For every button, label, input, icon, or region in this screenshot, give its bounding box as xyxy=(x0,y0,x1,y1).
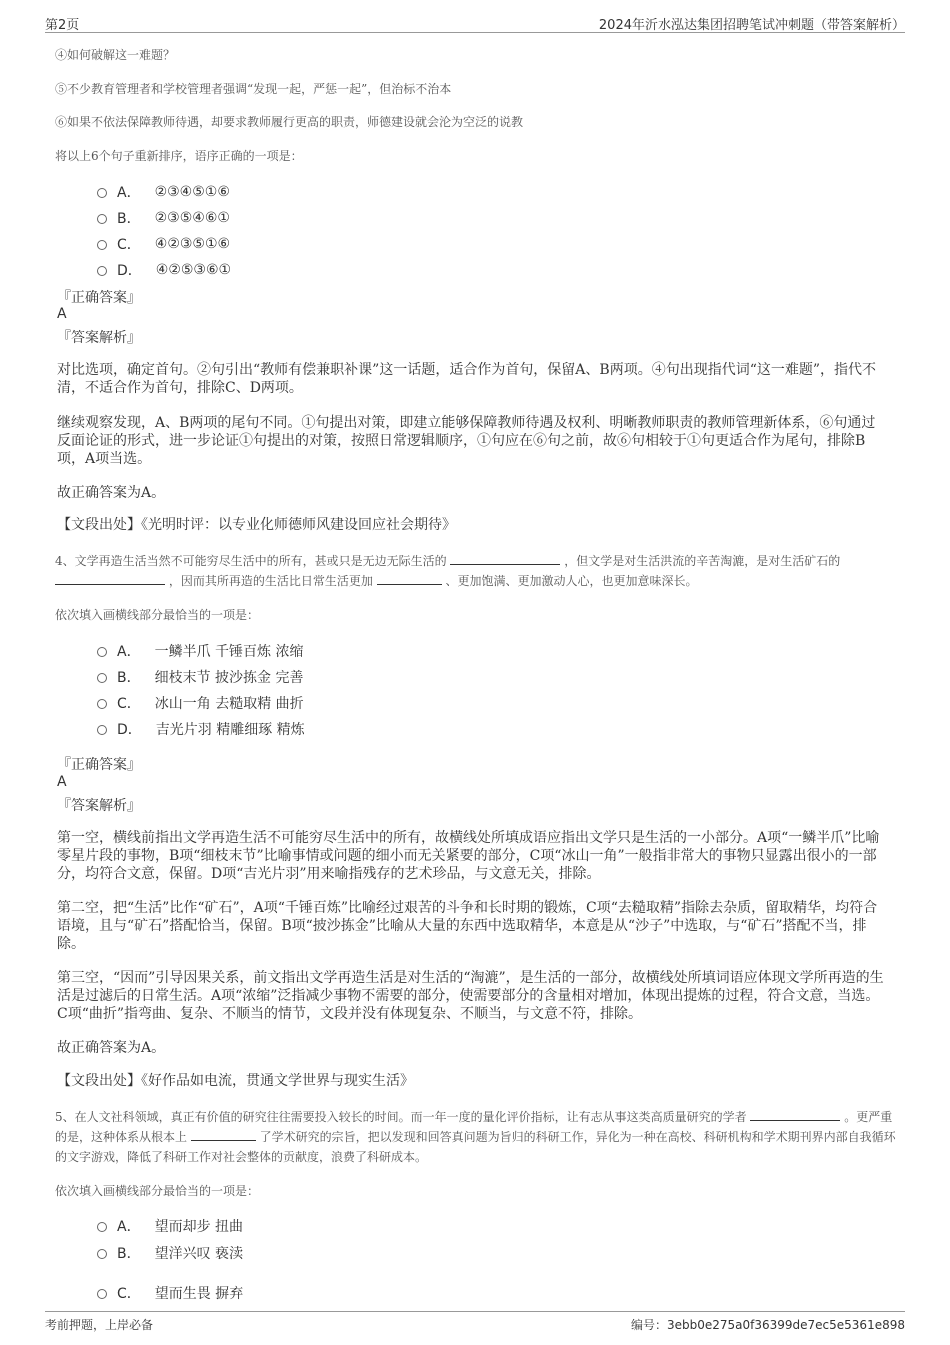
q4-option-d[interactable]: D． 吉光片羽 精雕细琢 精炼 xyxy=(97,719,305,739)
radio-icon[interactable] xyxy=(97,1222,107,1232)
q3-option-b[interactable]: B． ②③⑤④⑥① xyxy=(97,208,230,228)
q3-answer: A xyxy=(57,306,67,322)
q4-blank-1[interactable] xyxy=(450,552,560,565)
q4-option-b[interactable]: B． 细枝末节 披沙拣金 完善 xyxy=(97,667,304,687)
q4-option-c[interactable]: C． 冰山一角 去糙取精 曲折 xyxy=(97,693,304,713)
q3-source: 【文段出处】《光明时评：以专业化师德师风建设回应社会期待》 xyxy=(57,517,456,533)
q4-conclusion: 故正确答案为A。 xyxy=(57,1040,166,1056)
radio-icon[interactable] xyxy=(97,214,107,224)
q4-blank-2[interactable] xyxy=(55,572,165,585)
q5-option-a[interactable]: A． 望而却步 扭曲 xyxy=(97,1216,243,1236)
q3-analysis-1: 对比选项，确定首句。②句引出“教师有偿兼职补课”这一话题，适合作为首句，保留A、B两项。④句出现指代词“这一难题”，指代不清，不适合作为首句，排除C、D两项。 xyxy=(57,362,877,396)
q4-analysis-1: 第一空，横线前指出文学再造生活不可能穷尽生活中的所有，故横线处所填成语应指出文学只是生活的一小部分。A项“一鳞半爪”比喻零星片段的事物，B项“细枝末节”比喻事情或问题的细小而无关紧要的部分，C项“冰山一角”一般指非常大的事物只显露出很小的一部分，均符合文意，保留。D项“吉光片羽”用来喻指残存的艺术珍品，与文意无关，排除。 xyxy=(57,830,880,882)
q3-sentence-4: ④如何破解这一难题？ xyxy=(55,48,176,62)
q4-analysis-3: 第三空，“因而”引导因果关系，前文指出文学再造生活是对生活的“淘漉”，是生活的一部分，故横线处所填词语应体现文学所再造的生活是过滤后的日常生活。A项“浓缩”泛指减少事物不需要的部分，使需要部分的含量相对增加，体现出提炼的过程，符合文意，当选。C项“曲折”指弯曲、复杂、不顺当的情节，文段并没有体现复杂、不顺当，与文意不符，排除。 xyxy=(57,970,884,1022)
radio-icon[interactable] xyxy=(97,1249,107,1259)
radio-icon[interactable] xyxy=(97,699,107,709)
page-number: 第2页 xyxy=(45,18,80,33)
q3-answer-label: 『正确答案』 xyxy=(57,290,141,306)
q3-prompt: 将以上6个句子重新排序，语序正确的一项是： xyxy=(55,149,303,163)
q3-analysis-2: 继续观察发现，A、B两项的尾句不同。①句提出对策，即建立能够保障教师待遇及权利、明晰教师职责的教师管理新体系，⑥句通过反面论证的形式，进一步论证①句提出的对策，按照日常逻辑顺序，①句应在⑥句之前，故⑥句相较于①句更适合作为尾句，排除B项，A项当选。 xyxy=(57,415,876,467)
q3-option-a[interactable]: A． ②③④⑤①⑥ xyxy=(97,182,230,202)
q4-analysis-2: 第二空，把“生活”比作“矿石”，A项“千锤百炼”比喻经过艰苦的斗争和长时期的锻炼，C项“去糙取精”指除去杂质，留取精华，均符合语境，且与“矿石”搭配恰当，保留。B项“披沙拣金”比喻从大量的东西中选取精华，本意是从“沙子”中选取，与“矿石”搭配不当，排除。 xyxy=(57,900,878,952)
q3-sentence-6: ⑥如果不依法保障教师待遇，却要求教师履行更高的职责，师德建设就会沦为空泛的说教 xyxy=(55,115,524,129)
q4-option-a[interactable]: A． 一鳞半爪 千锤百炼 浓缩 xyxy=(97,641,303,661)
q4-answer-label: 『正确答案』 xyxy=(57,757,141,773)
radio-icon[interactable] xyxy=(97,188,107,198)
q5-blank-1[interactable] xyxy=(750,1108,840,1121)
radio-icon[interactable] xyxy=(97,647,107,657)
q3-option-d[interactable]: D． ④②⑤③⑥① xyxy=(97,260,231,280)
radio-icon[interactable] xyxy=(97,266,107,276)
footer-slogan: 考前押题，上岸必备 xyxy=(45,1318,154,1332)
q5-option-c[interactable]: C． 望而生畏 摒弃 xyxy=(97,1283,243,1303)
q5-blank-2[interactable] xyxy=(191,1128,256,1141)
q5-prompt: 依次填入画横线部分最恰当的一项是： xyxy=(55,1184,260,1198)
document-title: 2024年沂水泓达集团招聘笔试冲刺题（带答案解析） xyxy=(598,18,905,33)
footer-code: 编号：3ebb0e275a0f36399de7ec5e5361e898 xyxy=(630,1318,905,1332)
q3-analysis-label: 『答案解析』 xyxy=(57,330,141,346)
radio-icon[interactable] xyxy=(97,725,107,735)
radio-icon[interactable] xyxy=(97,673,107,683)
q4-answer: A xyxy=(57,774,67,790)
q4-stem: 4、文学再造生活当然不可能穷尽生活中的所有，甚或只是无边无际生活的 ，但文学是对生活洪流的辛苦淘漉，是对生活矿石的 ，因而其所再造的生活比日常生活更加 、更加饱满、更加激动人心，也更加意味深长。 xyxy=(55,554,841,588)
radio-icon[interactable] xyxy=(97,240,107,250)
radio-icon[interactable] xyxy=(97,1289,107,1299)
q4-analysis-label: 『答案解析』 xyxy=(57,798,141,814)
q3-conclusion: 故正确答案为A。 xyxy=(57,485,166,501)
page-footer xyxy=(45,1311,905,1336)
q5-stem: 5、在人文社科领域，真正有价值的研究往往需要投入较长的时间。而一年一度的量化评价指标，让有志从事这类高质量研究的学者 。更严重的是，这种体系从根本上 了学术研究的宗旨，把以发现和回答真问题为旨归的科研工作，异化为一种在高校、科研机构和学术期刊界内部自我循环的文字游戏，降低了科研工作对社会整体的贡献度，浪费了科研成本。 xyxy=(55,1110,896,1164)
q5-option-b[interactable]: B． 望洋兴叹 亵渎 xyxy=(97,1243,243,1263)
page-header xyxy=(45,10,905,33)
q4-prompt: 依次填入画横线部分最恰当的一项是： xyxy=(55,608,260,622)
q4-source: 【文段出处】《好作品如电流，贯通文学世界与现实生活》 xyxy=(57,1073,414,1089)
q4-blank-3[interactable] xyxy=(377,572,442,585)
q3-sentence-5: ⑤不少教育管理者和学校管理者强调“发现一起，严惩一起”，但治标不治本 xyxy=(55,82,452,96)
q3-option-c[interactable]: C． ④②③⑤①⑥ xyxy=(97,234,230,254)
